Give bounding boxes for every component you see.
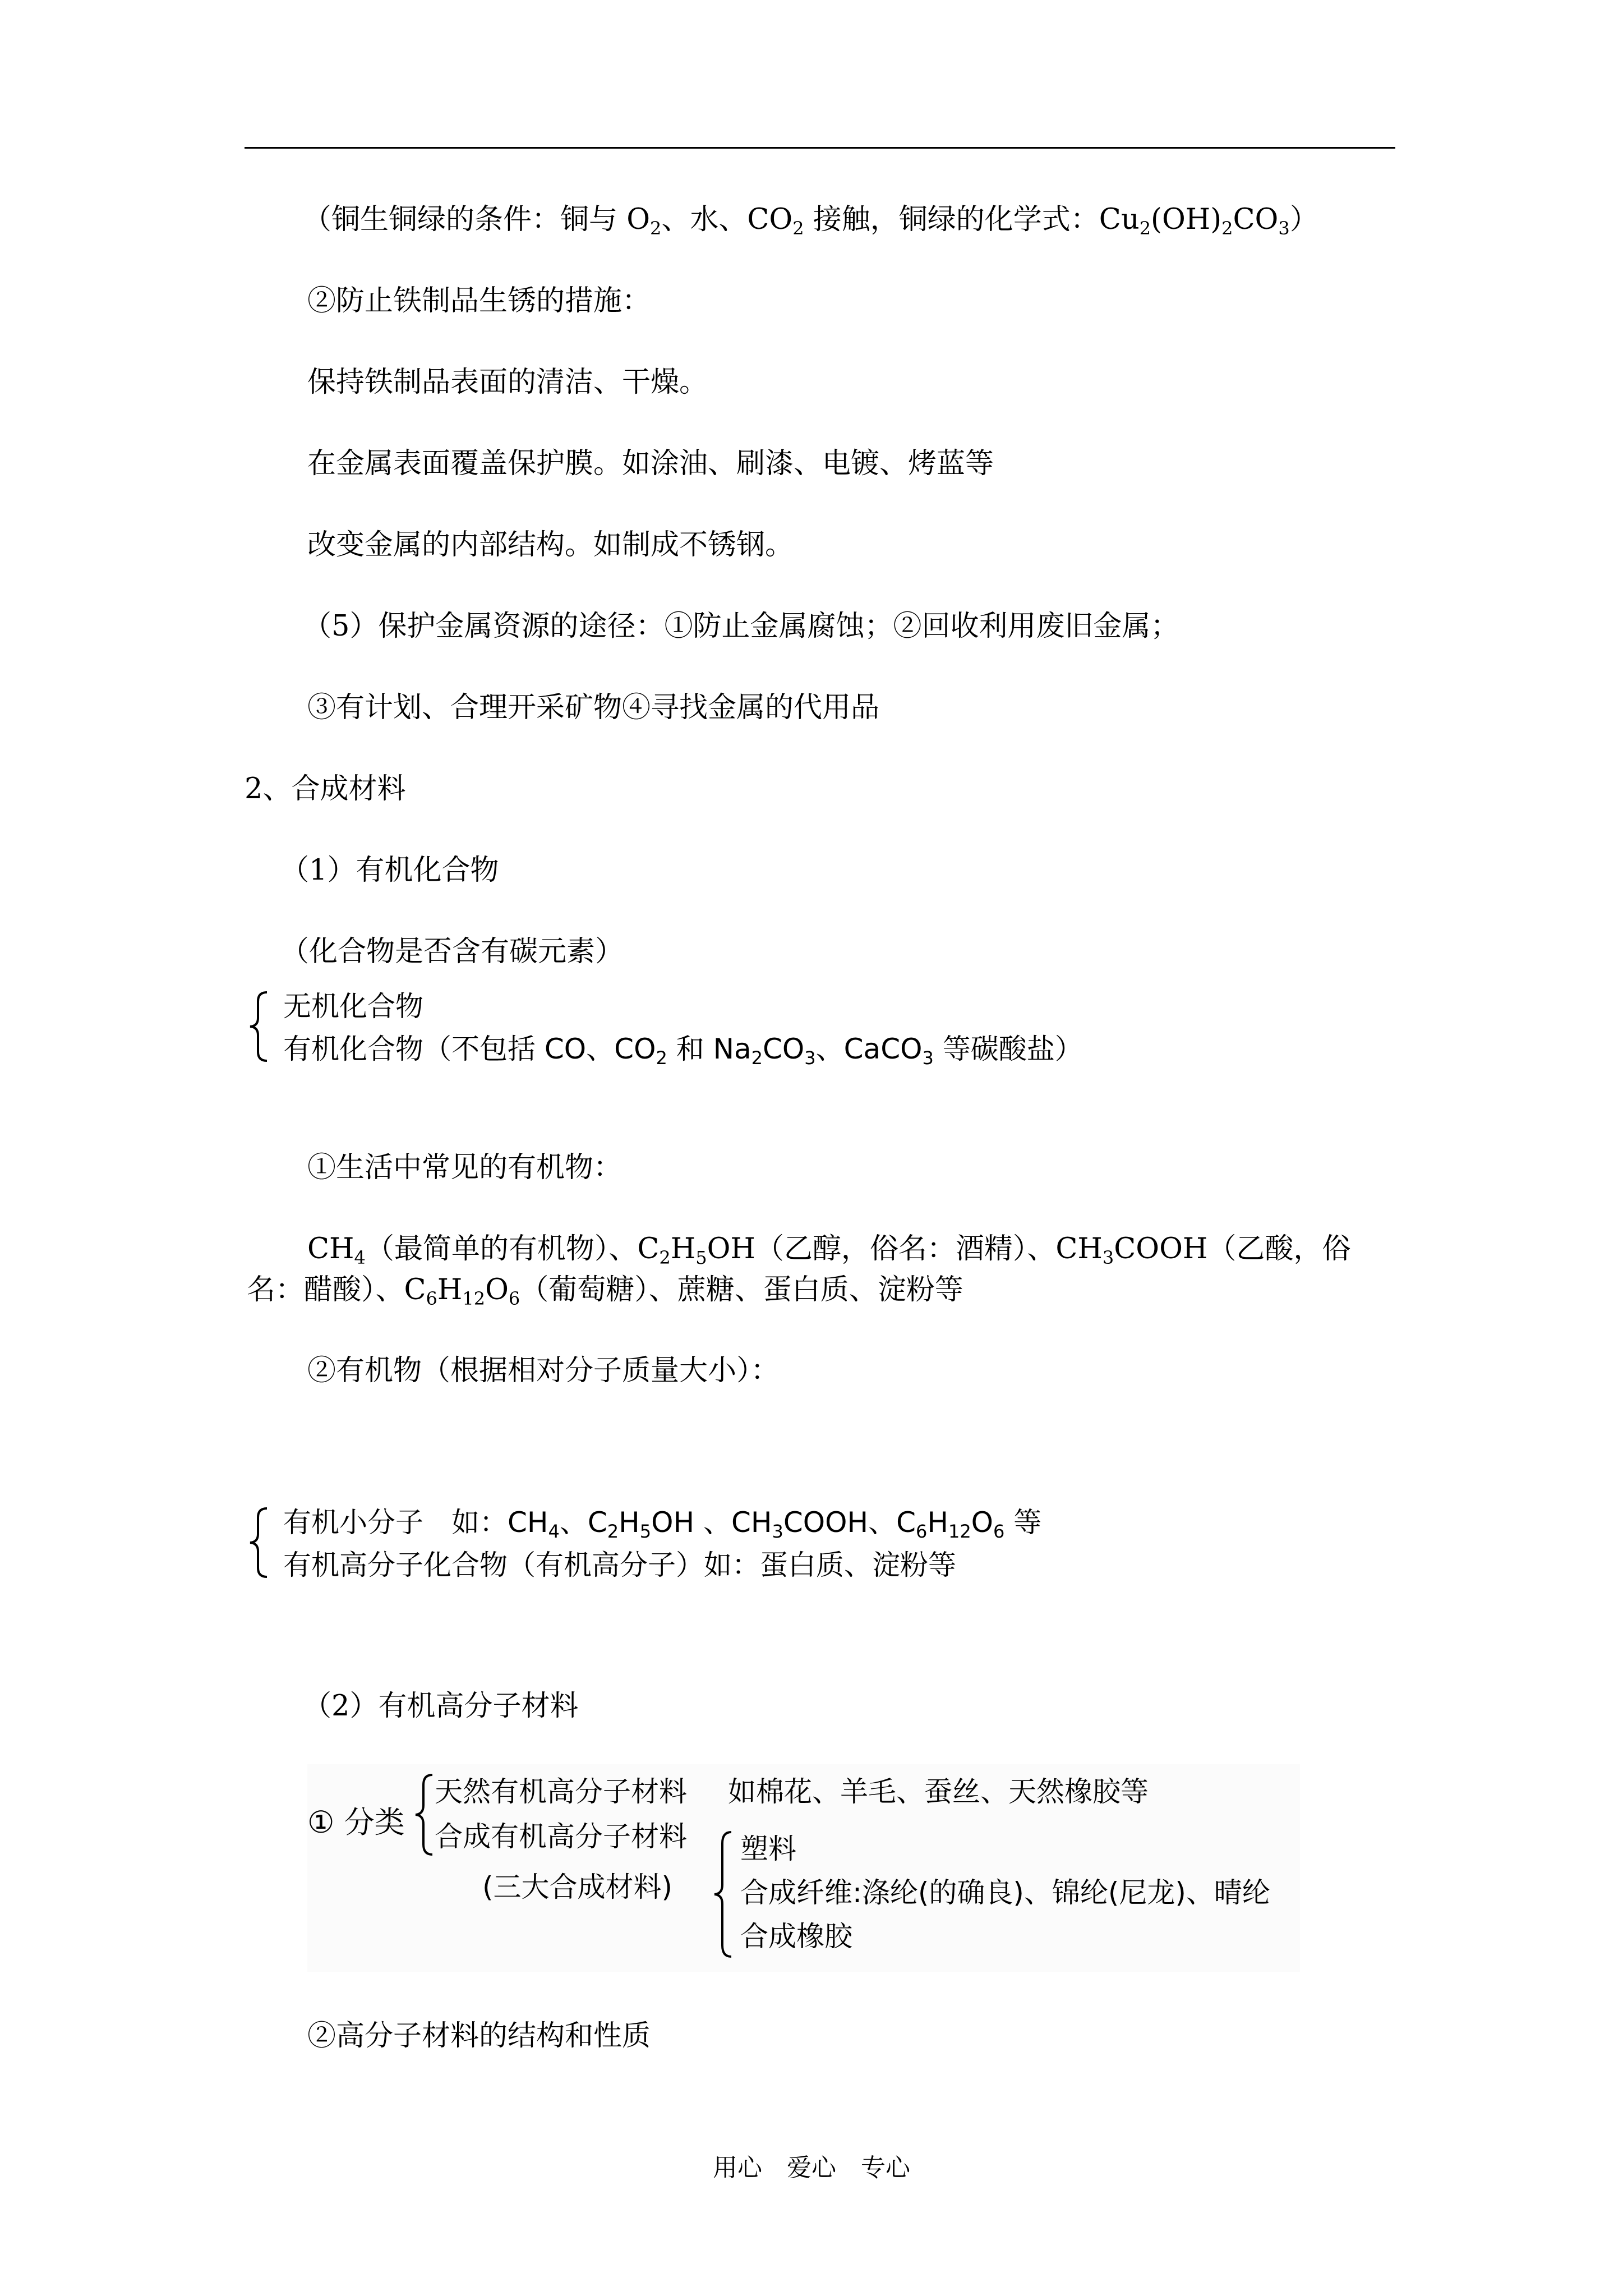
figure-synthetic-polymers: 合成有机高分子材料 (435, 1820, 687, 1853)
figure-inorganic-compound: 无机化合物 (283, 990, 423, 1023)
figure-classification-label: ① 分类 (307, 1805, 405, 1840)
header-rule (245, 147, 1395, 149)
text-line-keep-clean: 保持铁制品表面的清洁、干燥。 (307, 366, 708, 399)
figure-small-molecules: 有机小分子 如：$CH_4$、$C_2H_5OH$ 、$CH_3COOH$、$C_6H_{12}O_6$ 等 (283, 1506, 1042, 1542)
text-line-protect-resources: （5）保护金属资源的途径：①防止金属腐蚀；②回收利用废旧金属； (303, 610, 1179, 643)
subheading-polymer-materials: （2）有机高分子材料 (303, 1690, 579, 1723)
brace-icon (412, 1773, 435, 1857)
figure-synthetic-fibers: 合成纤维:涤纶(的确良)、锦纶(尼龙)、晴纶 (740, 1876, 1270, 1909)
subheading-organic-compounds: （1）有机化合物 (280, 854, 499, 887)
figure-plastics: 塑料 (740, 1833, 796, 1865)
text-line-organic-examples-2: 名：醋酸）、$C_6H_{12}O_6$（葡萄糖）、蔗糖、蛋白质、淀粉等 (247, 1273, 963, 1309)
figure-organic-compound: 有机化合物（不包括 CO、$CO_2$ 和 $Na_2CO_3$、CaCO$_3$ 等碳酸盐） (283, 1033, 1083, 1069)
text-line-internal-structure: 改变金属的内部结构。如制成不锈钢。 (307, 528, 794, 562)
page-footer: 用心 爱心 专心 (713, 2154, 910, 2182)
text-line-prevent-rust: ②防止铁制品生锈的措施： (307, 284, 651, 318)
brace-icon (711, 1830, 734, 1959)
text-line-protective-film: 在金属表面覆盖保护膜。如涂油、刷漆、电镀、烤蓝等 (307, 447, 994, 480)
figure-natural-polymers: 天然有机高分子材料 (435, 1775, 687, 1808)
text-line-copper-rust: （铜生铜绿的条件：铜与 $O_2$、水、$CO_2$ 接触，铜绿的化学式：$Cu_2(OH)_2CO_3$） (303, 203, 1318, 239)
text-line-contains-carbon: （化合物是否含有碳元素） (280, 935, 624, 968)
figure-three-synthetic-materials: (三大合成材料) (482, 1871, 673, 1903)
brace-icon (247, 990, 269, 1063)
section-heading-synthetic-materials: 2、合成材料 (245, 772, 406, 806)
brace-icon (247, 1506, 269, 1579)
text-line-molecular-mass: ②有机物（根据相对分子质量大小）： (307, 1354, 780, 1387)
text-line-plan-mining: ③有计划、合理开采矿物④寻找金属的代用品 (307, 691, 880, 724)
figure-natural-polymer-examples: 如棉花、羊毛、蚕丝、天然橡胶等 (728, 1775, 1149, 1808)
text-line-common-organics: ①生活中常见的有机物： (307, 1151, 623, 1184)
figure-synthetic-rubber: 合成橡胶 (740, 1920, 852, 1953)
text-line-polymer-structure: ②高分子材料的结构和性质 (307, 2019, 651, 2053)
figure-macromolecules: 有机高分子化合物（有机高分子）如：蛋白质、淀粉等 (283, 1549, 956, 1581)
text-line-organic-examples-1: $CH_4$（最简单的有机物）、$C_2H_5OH$（乙醇，俗名：酒精）、$CH_3COOH$（乙酸，俗 (307, 1232, 1351, 1268)
